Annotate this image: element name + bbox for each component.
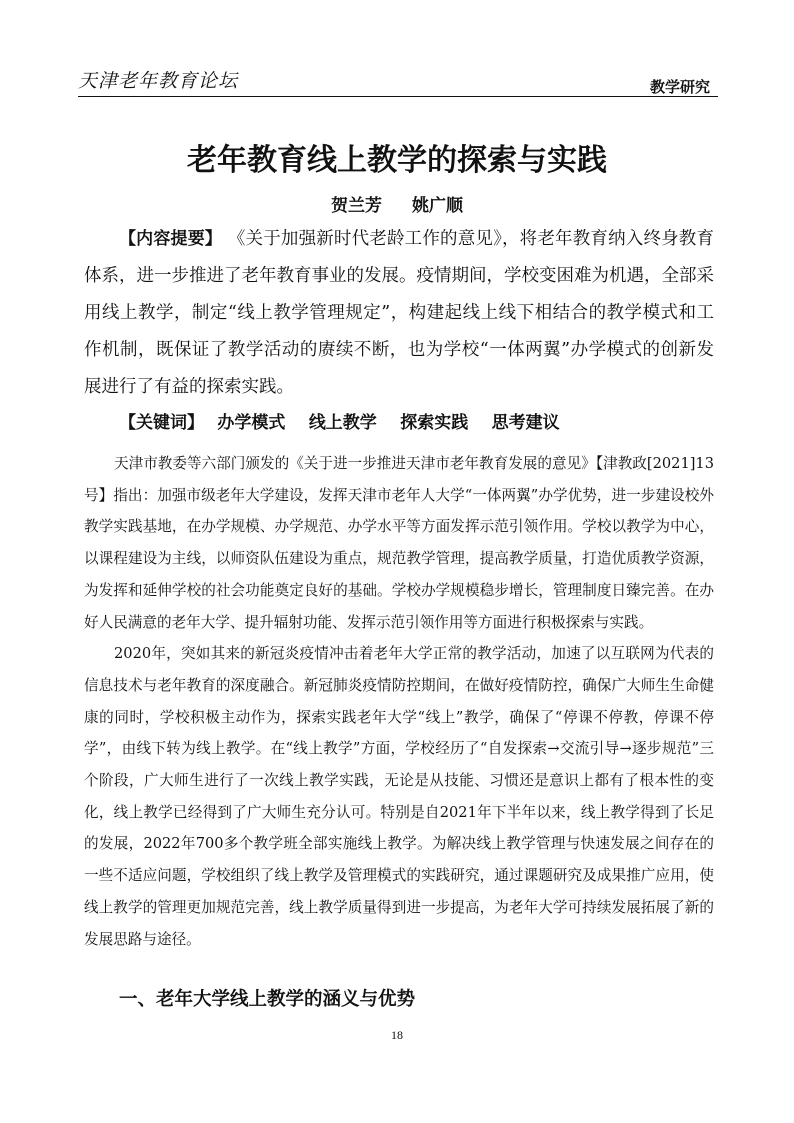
abstract-label: 【内容提要】 [119,229,223,249]
journal-logo: 天津老年教育论坛 [78,70,239,92]
article-title: 老年教育线上教学的探索与实践 [187,143,607,178]
header-divider [78,96,718,97]
keyword-item: 探索实践 [400,413,469,433]
keyword-item: 线上教学 [308,413,377,433]
page-number: 18 [391,1028,403,1042]
keyword-item: 办学模式 [217,413,286,433]
section-label: 教学研究 [649,78,710,96]
article-authors: 贺兰芳 姚广顺 [331,196,463,216]
article-body [84,448,714,955]
keywords [119,408,570,433]
body-paragraph: 2020年，突如其来的新冠炎疫情冲击着老年大学正常的教学活动，加速了以互联网为代表的信息技术与老年教育的深度融合。新冠肺炎疫情防控期间，在做好疫情防控，确保广大师生生命健康的同时，学校积极主动作为，探索实践老年大学“线上”教学，确保了“停课不停教，停课不停学”，由线下转为线上教学。在“线上教学”方面，学校经历了“自发探索→交流引导→逐步规范”三个阶段，广大师生进行了一次线上教学实践，无论是从技能、习惯还是意识上都有了根本性的变化，线上教学已经得到了广大师生充分认可。特别是自2021年下半年以来，线上教学得到了长足的发展，2022年700多个教学班全部实施线上教学。为解决线上教学管理与快速发展之间存在的一些不适应问题，学校组织了线上教学及管理模式的实践研究，通过课题研究及成果推广应用，使线上教学的管理更加规范完善，线上教学质量得到进一步提高，为老年大学可持续发展拓展了新的发展思路与途径。 [84,645,714,948]
abstract [84,221,714,406]
body-paragraph: 天津市教委等六部门颁发的《关于进一步推进天津市老年教育发展的意见》【津教政[2021]13号】指出：加强市级老年大学建设，发挥天津市老年人大学“一体两翼”办学优势，进一步建设校外教学实践基地，在办学规模、办学规范、办学水平等方面发挥示范引领作用。学校以教学为中心，以课程建设为主线，以师资队伍建设为重点，规范教学管理，提高教学质量，打造优质教学资源，为发挥和延伸学校的社会功能奠定良好的基础。学校办学规模稳步增长，管理制度日臻完善。在办好人民满意的老年大学、提升辐射功能、发挥示范引领作用等方面进行积极探索与实践。 [84,455,714,631]
section-heading: 一、老年大学线上教学的涵义与优势 [119,989,416,1010]
abstract-text: 《关于加强新时代老龄工作的意见》，将老年教育纳入终身教育体系，进一步推进了老年教育事业的发展。疫情期间，学校变困难为机遇，全部采用线上教学，制定“线上教学管理规定”，构建起线上线下相结合的教学模式和工作机制，既保证了教学活动的赓续不断，也为学校“一体两翼”办学模式的创新发展进行了有益的探索实践。 [84,229,714,397]
keyword-item: 思考建议 [491,413,560,433]
keywords-label: 【关键词】 [119,413,204,433]
